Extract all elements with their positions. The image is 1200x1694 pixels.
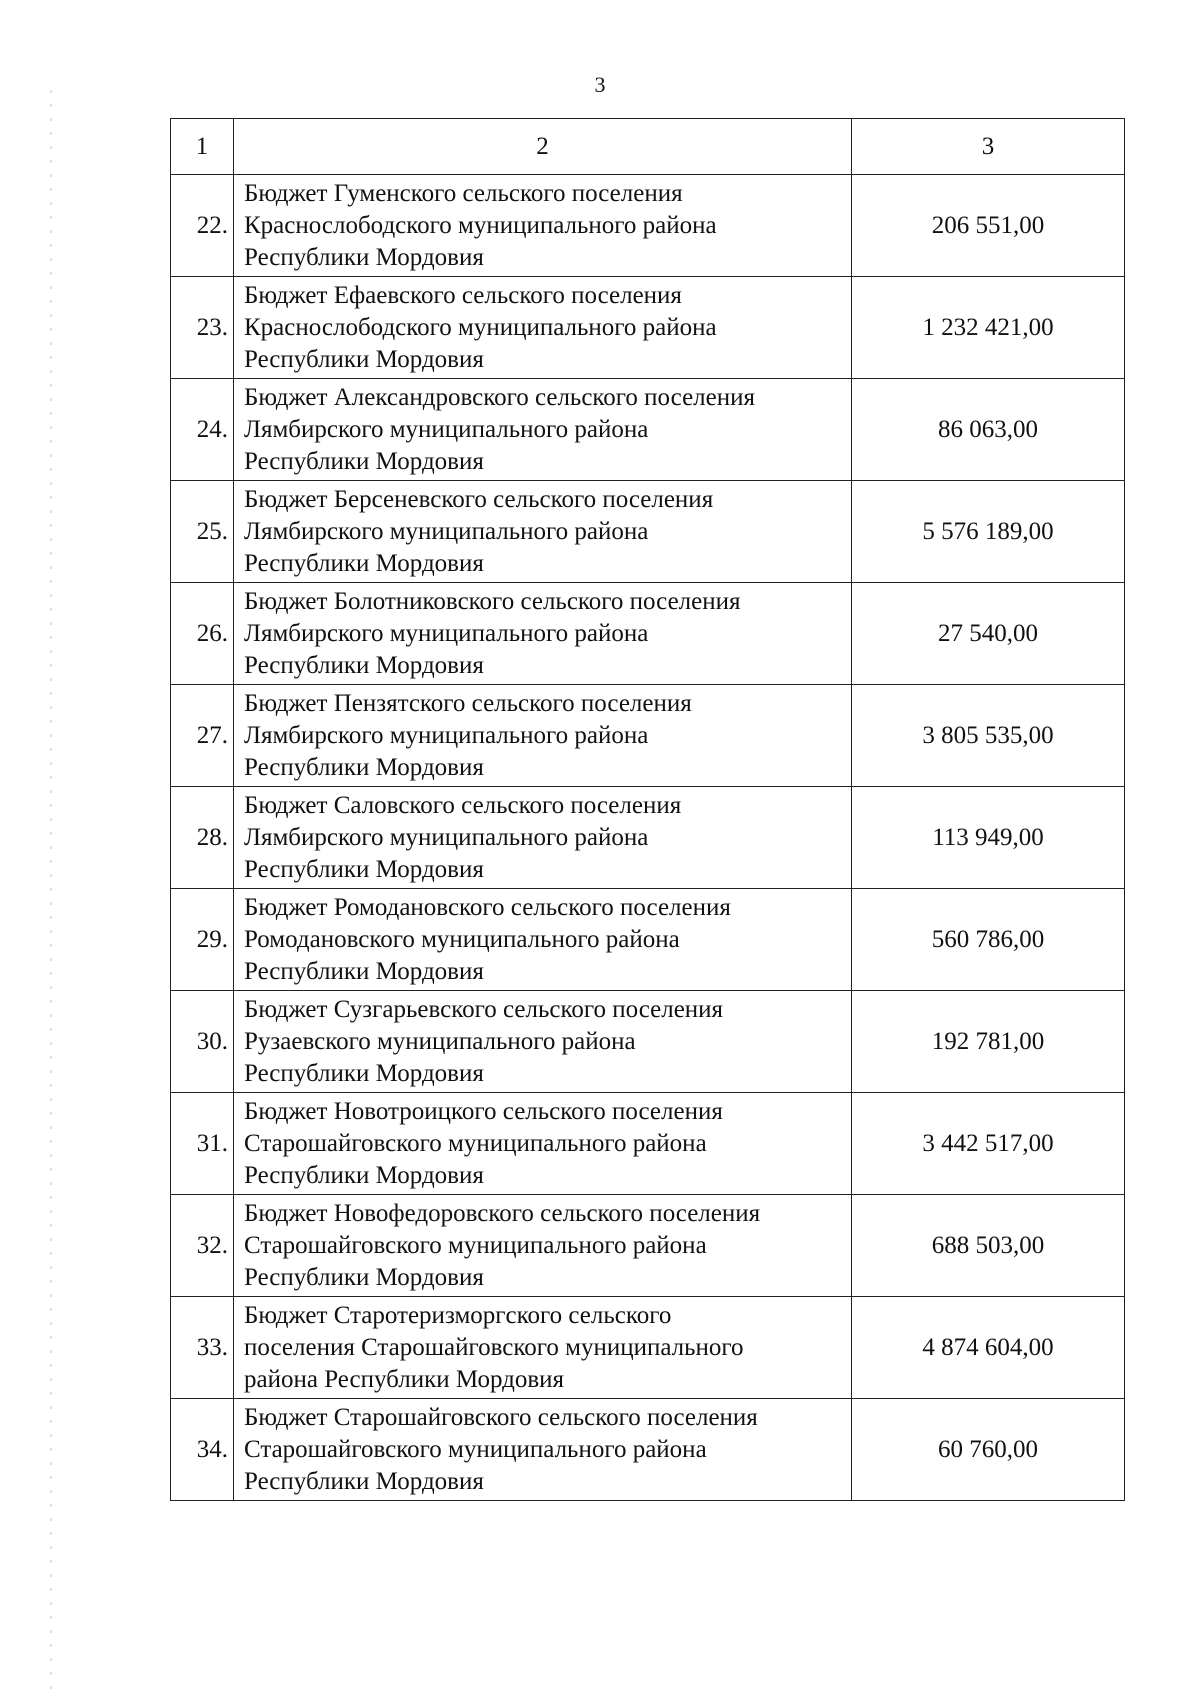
budget-name-line: Бюджет Болотниковского сельского поселения [244, 587, 741, 615]
budget-amount: 1 232 421,00 [852, 277, 1125, 379]
table-row [171, 277, 1125, 379]
budget-amount: 560 786,00 [852, 889, 1125, 991]
table-row [171, 1399, 1125, 1501]
budget-name-line: Бюджет Старошайговского сельского поселения [244, 1403, 758, 1431]
budget-name-line: Старошайговского муниципального района [244, 1129, 707, 1157]
budget-amount: 3 442 517,00 [852, 1093, 1125, 1195]
table-row [171, 1297, 1125, 1399]
table-row [171, 787, 1125, 889]
row-number: 32. [171, 1195, 234, 1297]
budget-name [234, 1399, 852, 1501]
budget-name-line: Республики Мордовия [244, 1263, 484, 1291]
budget-name-line: Лямбирского муниципального района [244, 415, 649, 443]
table-header-row [171, 119, 1125, 175]
table-row [171, 1195, 1125, 1297]
budget-name [234, 889, 852, 991]
row-number: 29. [171, 889, 234, 991]
budget-name-line: Лямбирского муниципального района [244, 517, 649, 545]
budget-name-line: Республики Мордовия [244, 1467, 484, 1495]
budget-name [234, 1195, 852, 1297]
table-row [171, 481, 1125, 583]
budget-name-line: Бюджет Сузгарьевского сельского поселения [244, 995, 724, 1023]
row-number: 22. [171, 175, 234, 277]
budget-name [234, 277, 852, 379]
budget-name [234, 379, 852, 481]
budget-name-line: Рузаевского муниципального района [244, 1027, 636, 1055]
column-header-2: 2 [234, 119, 852, 175]
budget-name-line: района Республики Мордовия [244, 1365, 565, 1393]
table-row [171, 583, 1125, 685]
budget-name-line: Республики Мордовия [244, 651, 484, 679]
budget-name-line: Бюджет Старотеризморгского сельского [244, 1301, 672, 1329]
row-number: 31. [171, 1093, 234, 1195]
table-row [171, 889, 1125, 991]
budget-name-line: Старошайговского муниципального района [244, 1435, 707, 1463]
budget-amount: 192 781,00 [852, 991, 1125, 1093]
row-number: 23. [171, 277, 234, 379]
column-header-1: 1 [171, 119, 234, 175]
budget-name-line: Ромодановского муниципального района [244, 925, 680, 953]
row-number: 28. [171, 787, 234, 889]
budget-amount: 4 874 604,00 [852, 1297, 1125, 1399]
page-number: 3 [594, 72, 606, 97]
budget-name [234, 1297, 852, 1399]
budget-name-line: Лямбирского муниципального района [244, 823, 649, 851]
budget-name-line: Республики Мордовия [244, 1161, 484, 1189]
budget-name-line: Республики Мордовия [244, 345, 484, 373]
budget-name-line: Краснослободского муниципального района [244, 211, 717, 239]
budget-name-line: Бюджет Гуменского сельского поселения [244, 179, 683, 207]
budget-name-line: Лямбирского муниципального района [244, 721, 649, 749]
row-number: 24. [171, 379, 234, 481]
budget-name-line: Бюджет Берсеневского сельского поселения [244, 485, 714, 513]
budget-amount: 5 576 189,00 [852, 481, 1125, 583]
row-number: 26. [171, 583, 234, 685]
budget-name-line: Бюджет Ромодановского сельского поселения [244, 893, 731, 921]
budget-name-line: Республики Мордовия [244, 447, 484, 475]
budget-amount: 60 760,00 [852, 1399, 1125, 1501]
budget-amount: 27 540,00 [852, 583, 1125, 685]
budget-name-line: Бюджет Пензятского сельского поселения [244, 689, 692, 717]
budget-name-line: Краснослободского муниципального района [244, 313, 717, 341]
budget-name [234, 175, 852, 277]
table-row [171, 991, 1125, 1093]
budget-amount: 3 805 535,00 [852, 685, 1125, 787]
budget-name-line: Республики Мордовия [244, 957, 484, 985]
table-row [171, 1093, 1125, 1195]
budget-name [234, 685, 852, 787]
row-number: 27. [171, 685, 234, 787]
scan-edge-marks [50, 90, 52, 1690]
budget-name-line: поселения Старошайговского муниципального [244, 1333, 744, 1361]
row-number: 34. [171, 1399, 234, 1501]
table-row [171, 175, 1125, 277]
row-number: 33. [171, 1297, 234, 1399]
budget-name-line: Республики Мордовия [244, 753, 484, 781]
budget-name-line: Республики Мордовия [244, 243, 484, 271]
budget-name-line: Бюджет Саловского сельского поселения [244, 791, 682, 819]
budget-name-line: Республики Мордовия [244, 1059, 484, 1087]
budget-name-line: Республики Мордовия [244, 549, 484, 577]
budget-name [234, 991, 852, 1093]
budget-name-line: Бюджет Новофедоровского сельского поселения [244, 1199, 761, 1227]
budget-name [234, 1093, 852, 1195]
budget-name-line: Бюджет Александровского сельского поселения [244, 383, 756, 411]
table-row [171, 685, 1125, 787]
budget-name-line: Бюджет Новотроицкого сельского поселения [244, 1097, 723, 1125]
table-row [171, 379, 1125, 481]
budget-table [170, 118, 1125, 1501]
budget-name [234, 481, 852, 583]
budget-name-line: Бюджет Ефаевского сельского поселения [244, 281, 682, 309]
budget-amount: 113 949,00 [852, 787, 1125, 889]
row-number: 25. [171, 481, 234, 583]
budget-amount: 688 503,00 [852, 1195, 1125, 1297]
budget-name [234, 583, 852, 685]
column-header-3: 3 [852, 119, 1125, 175]
budget-amount: 206 551,00 [852, 175, 1125, 277]
budget-name [234, 787, 852, 889]
budget-name-line: Лямбирского муниципального района [244, 619, 649, 647]
row-number: 30. [171, 991, 234, 1093]
budget-amount: 86 063,00 [852, 379, 1125, 481]
budget-name-line: Старошайговского муниципального района [244, 1231, 707, 1259]
budget-name-line: Республики Мордовия [244, 855, 484, 883]
